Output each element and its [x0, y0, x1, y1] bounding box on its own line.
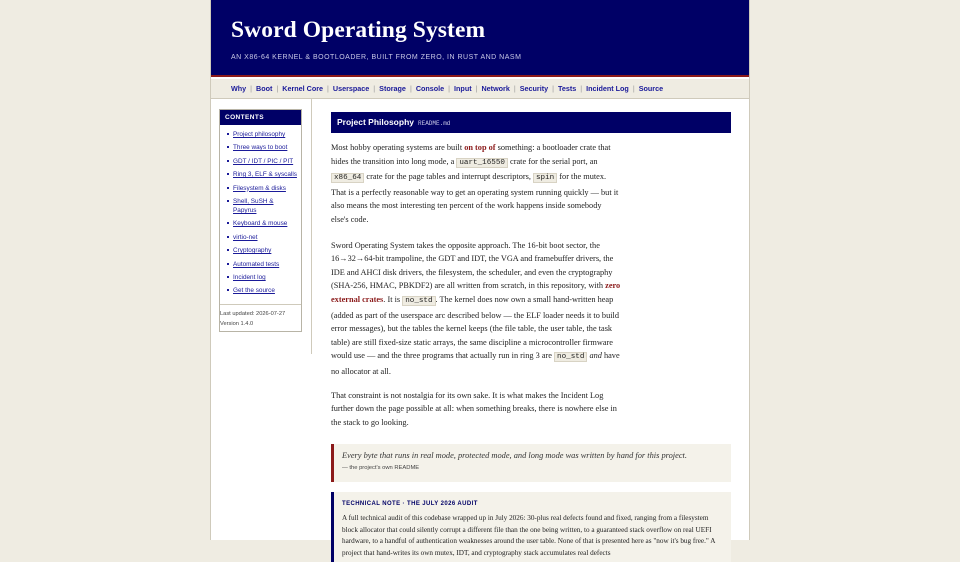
section-heading — [331, 112, 731, 133]
toc-link-cryptography[interactable]: Cryptography — [233, 247, 272, 255]
toc-link-ring3-elf-syscalls[interactable]: Ring 3, ELF & syscalls — [233, 171, 297, 179]
paragraph-2 — [331, 239, 621, 379]
nav-separator: | — [475, 84, 478, 93]
version-label: Version 1.4.0 — [220, 320, 254, 327]
toc-item — [226, 184, 297, 193]
inline-code: no_std — [402, 296, 435, 306]
page-frame — [210, 0, 750, 558]
toc-item — [226, 233, 297, 242]
toc-item — [226, 130, 297, 139]
toc-item — [226, 157, 297, 166]
highlight: on top of — [464, 143, 496, 152]
site-title: Sword Operating System — [231, 17, 486, 43]
nav-separator: | — [448, 84, 451, 93]
toc-link-project-philosophy[interactable]: Project philosophy — [233, 131, 286, 138]
nav-separator: | — [409, 84, 412, 93]
paragraph-1 — [331, 141, 621, 227]
technical-note-text: A full technical audit of this codebase wrapped up in July 2026: 30-plus real defects found and fixed, ranging from a filesystem block allocator that could silently corrupt a different file than the one being written, to a guaranteed stack overflow on real UEFI hardware, to a handful of authentication weaknesses around the user table. None of that is presented here as "now it's bug free." A project that hand-writes its own mutex, IDT, and cryptography stack accumulates real defects — [342, 514, 716, 558]
toc-link-get-the-source[interactable]: Get the source — [233, 287, 275, 295]
toc-link-keyboard-mouse[interactable]: Keyboard & mouse — [233, 220, 288, 228]
nav-link-incident-log[interactable]: Incident Log — [586, 84, 629, 93]
sidebar-meta — [220, 304, 301, 331]
site-subtitle: AN X86-64 KERNEL & BOOTLOADER, BUILT FROM ZERO, IN RUST AND NASM — [231, 54, 522, 61]
nav-link-kernel-core[interactable]: Kernel Core — [282, 84, 324, 93]
toc-item — [226, 273, 297, 282]
quote-source: — the project's own README — [342, 465, 420, 472]
emphasis: and — [589, 351, 602, 361]
toc-item — [226, 246, 297, 255]
contents-list — [220, 125, 301, 304]
toc-link-automated-tests[interactable]: Automated tests — [233, 260, 280, 268]
text: . It is — [383, 294, 403, 304]
nav-separator: | — [580, 84, 583, 93]
quote-text: Every byte that runs in real mode, protected mode, and long mode was written by hand for this project. — [342, 451, 687, 461]
nav-link-userspace[interactable]: Userspace — [332, 84, 370, 93]
nav-link-network[interactable]: Network — [481, 84, 510, 93]
section-title: Project Philosophy — [337, 117, 414, 127]
top-nav — [211, 79, 749, 99]
nav-link-boot[interactable]: Boot — [256, 84, 273, 93]
toc-link-virtio-net[interactable]: virtio-net — [233, 233, 258, 241]
toc-link-filesystem-disks[interactable]: Filesystem & disks — [233, 184, 286, 192]
nav-separator: | — [327, 84, 329, 93]
contents-sidebar — [219, 109, 302, 332]
last-updated: Last updated: 2026-07-27 — [220, 310, 286, 317]
contents-title: CONTENTS — [220, 110, 301, 125]
toc-item — [226, 286, 297, 295]
inline-code: spin — [533, 173, 557, 183]
pull-quote — [331, 444, 731, 482]
toc-item — [226, 260, 297, 269]
text: crate for the serial port, an — [507, 156, 598, 166]
nav-separator: | — [632, 84, 635, 93]
highlight: zero external crates — [331, 281, 621, 304]
paragraph-3: That constraint is not nostalgia for its own sake. It is what makes the Incident Log further down the page possible at all: when something breaks, there is nowhere else in the stack to go looking. — [331, 390, 617, 427]
toc-link-three-ways-to-boot[interactable]: Three ways to boot — [233, 144, 288, 152]
nav-link-security[interactable]: Security — [519, 84, 549, 93]
text: . The kernel does now own a small hand-written heap (added as part of the userspace arc described below — the ELF loader needs it to build error messages), but the tables the kernel keeps (the file table, the user table, the task table) are still fixed-size static arrays, the same discipline a microcontroller firmware would use — and the three programs that actually run in ring 3 are — [331, 294, 619, 361]
text: something: a bootloader crate that hides the transition into long mode, a — [331, 143, 611, 166]
technical-note — [331, 492, 731, 562]
nav-link-source[interactable]: Source — [638, 84, 664, 93]
technical-note-title: TECHNICAL NOTE · THE JULY 2026 AUDIT — [342, 501, 478, 508]
text: for the mutex. That is a perfectly reasonable way to get an operating system running quickly — but it also means the most interesting ten percent of the work happens inside somebody else's code. — [331, 172, 619, 224]
text: crate for the page tables and interrupt descriptors, — [364, 172, 533, 182]
toc-item — [226, 170, 297, 179]
text: Sword Operating System takes the opposite approach. The 16-bit boot sector, the 16→32→64-bit trampoline, the GDT and IDT, the VGA and framebuffer drivers, the IDE and AHCI disk drivers, the filesystem, the scheduler, and even the cryptography (SHA-256, HMAC, PBKDF2) are all written from scratch, in this repository, with — [331, 240, 614, 291]
nav-link-storage[interactable]: Storage — [379, 84, 406, 93]
toc-link-shell-sush-papyrus[interactable]: Shell, SuSH & Papyrus — [233, 197, 274, 214]
column-divider — [311, 99, 312, 354]
nav-separator: | — [513, 84, 516, 93]
toc-item — [226, 219, 297, 228]
main-content — [331, 112, 731, 562]
nav-separator: | — [552, 84, 554, 93]
inline-code: no_std — [554, 352, 587, 362]
nav-separator: | — [373, 84, 376, 93]
text: have no allocator at all. — [331, 351, 620, 376]
toc-item — [226, 197, 297, 215]
site-header — [211, 0, 749, 77]
nav-link-input[interactable]: Input — [454, 84, 472, 93]
text: Most hobby operating systems are built — [331, 143, 465, 152]
nav-link-console[interactable]: Console — [415, 84, 445, 93]
section-file-label: README.md — [418, 120, 451, 127]
inline-code: uart_16550 — [456, 158, 508, 168]
toc-link-gdt-idt-pic-pit[interactable]: GDT / IDT / PIC / PIT — [233, 157, 294, 165]
toc-link-incident-log[interactable]: Incident log — [233, 273, 266, 281]
nav-separator: | — [276, 84, 279, 93]
nav-separator: | — [250, 84, 253, 93]
nav-link-why[interactable]: Why — [231, 84, 247, 93]
inline-code: x86_64 — [331, 173, 364, 183]
nav-link-tests[interactable]: Tests — [557, 84, 577, 93]
toc-item — [226, 143, 297, 152]
